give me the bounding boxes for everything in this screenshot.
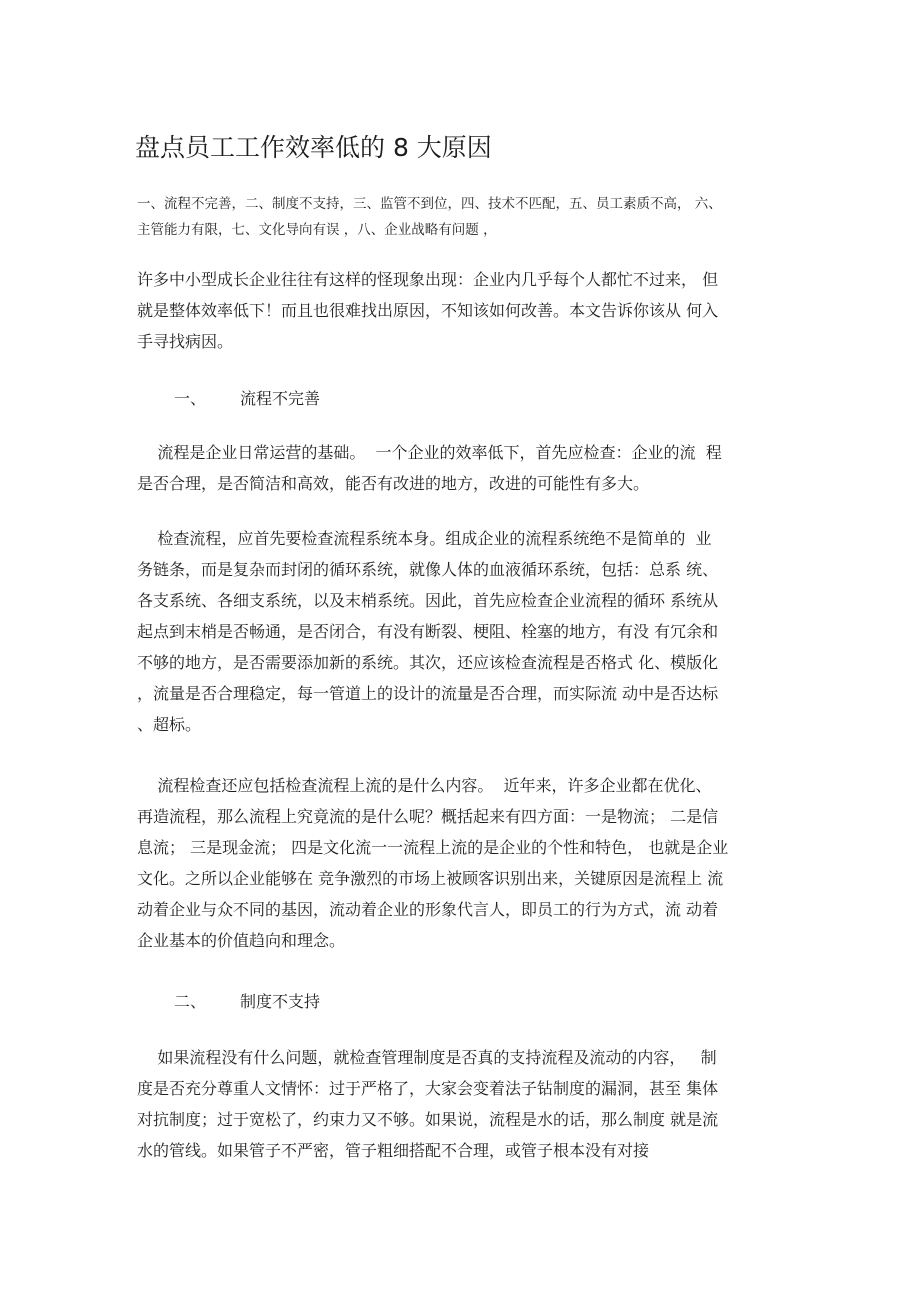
paragraph-line: 起点到末梢是否畅通，是否闭合，有没有断裂、梗阻、栓塞的地方，有没 有冗余和: [137, 622, 719, 641]
paragraph-line: 不够的地方，是否需要添加新的系统。其次，还应该检查流程是否格式 化、模版化: [137, 653, 719, 672]
paragraph-line: 文化。之所以企业能够在 竞争激烈的市场上被顾客识别出来，关键原因是流程上 流: [137, 869, 724, 888]
intro-paragraph: [137, 264, 787, 357]
section-heading-2: [174, 986, 320, 1017]
paragraph-line: 许多中小型成长企业往往有这样的怪现象出现：企业内几乎每个人都忙不过来， 但: [137, 270, 719, 289]
paragraph-1: [137, 437, 787, 499]
paragraph-4: [137, 1042, 787, 1166]
paragraph-line: 企业基本的价值趋向和理念。: [137, 931, 346, 950]
summary-line: 一、流程不完善，二、制度不支持，三、监管不到位，四、技术不匹配，五、员工素质不高， 六、: [137, 196, 722, 212]
paragraph-line: 再造流程，那么流程上究竟流的是什么呢？概括起来有四方面：一是物流； 二是信: [137, 807, 719, 826]
paragraph-line: 流程检查还应包括检查流程上流的是什么内容。 近年来，许多企业都在优化、: [137, 776, 712, 795]
summary-list: [137, 191, 787, 243]
section-title: 制度不支持: [240, 992, 321, 1011]
section-heading-1: [174, 383, 320, 414]
paragraph-3: [137, 770, 787, 956]
section-number: 二、: [174, 992, 207, 1011]
paragraph-line: ，流量是否合理稳定，每一管道上的设计的流量是否合理，而实际流 动中是否达标: [137, 684, 719, 703]
paragraph-line: 检查流程，应首先要检查流程系统本身。组成企业的流程系统绝不是简单的 业: [137, 529, 712, 548]
paragraph-line: 就是整体效率低下！而且也很难找出原因，不知该如何改善。本文告诉你该从 何入: [137, 301, 719, 320]
paragraph-line: 息流； 三是现金流； 四是文化流一一流程上流的是企业的个性和特色， 也就是企业: [137, 838, 729, 857]
section-title: 流程不完善: [240, 389, 321, 408]
paragraph-2: [137, 523, 787, 740]
paragraph-line: 动着企业与众不同的基因，流动着企业的形象代言人，即员工的行为方式，流 动着: [137, 900, 719, 919]
paragraph-line: 如果流程没有什么问题，就检查管理制度是否真的支持流程及流动的内容， 制: [137, 1048, 717, 1067]
paragraph-line: 是否合理，是否简洁和高效，能否有改进的地方，改进的可能性有多大。: [137, 474, 650, 493]
paragraph-line: 水的管线。如果管子不严密，管子粗细搭配不合理，或管子根本没有对接: [137, 1141, 650, 1160]
paragraph-line: 手寻找病因。: [137, 332, 234, 351]
paragraph-line: 流程是企业日常运营的基础。 一个企业的效率低下，首先应检查：企业的流 程: [137, 443, 722, 462]
section-number: 一、: [174, 389, 207, 408]
document-title: 盘点员工工作效率低的 8 大原因: [135, 133, 492, 162]
paragraph-line: 各支系统、各细支系统，以及末梢系统。因此，首先应检查企业流程的循环 系统从: [137, 591, 719, 610]
paragraph-line: 度是否充分尊重人文情怀：过于严格了，大家会变着法子钻制度的漏洞，甚至 集体: [137, 1079, 719, 1098]
paragraph-line: 务链条，而是复杂而封闭的循环系统，就像人体的血液循环系统，包括：总系 统、: [137, 560, 719, 579]
paragraph-line: 对抗制度；过于宽松了，约束力又不够。如果说，流程是水的话，那么制度 就是流: [137, 1110, 719, 1129]
paragraph-line: 、超标。: [137, 715, 202, 734]
summary-line: 主管能力有限，七、文化导向有误 ，八、企业战略有问题 ，: [137, 222, 497, 238]
